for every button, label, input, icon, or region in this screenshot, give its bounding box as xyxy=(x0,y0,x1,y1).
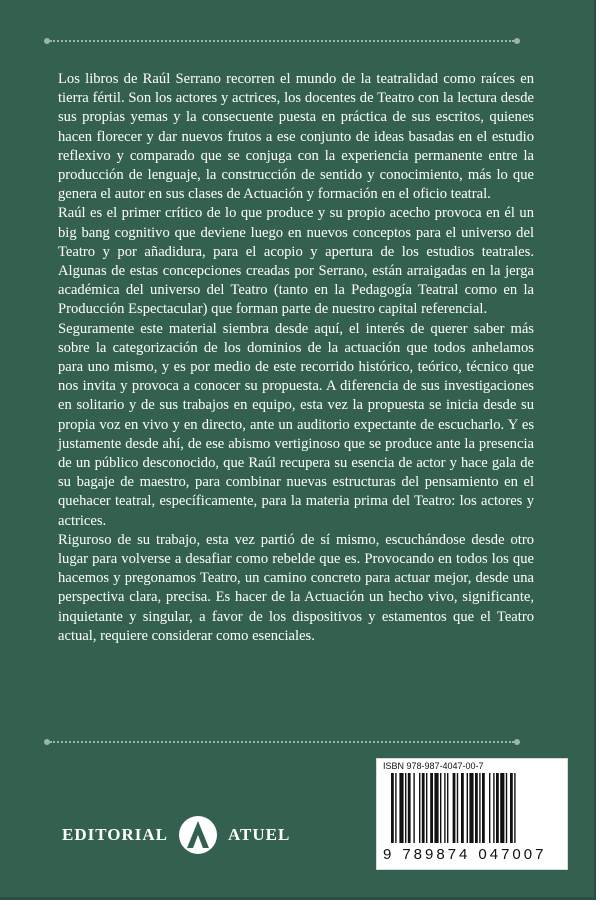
blurb-paragraph-1: Los libros de Raúl Serrano recorren el mundo de la teatralidad como raíces en tierra fértil. Son los actores y actrices, los docentes de Teatro con la lectura desde sus propias yemas y la consecuente puesta en práctica de sus escritos, quienes hacen florecer y dar nuevos frutos a ese conjunto de ideas basadas en el estudio reflexivo y comparado que se conjuga con la experiencia permanente entre la producción de lenguaje, la construcción de sentido y conocimiento, más lo que genera el autor en sus clases de Actuación y formación en el oficio teatral. xyxy=(58,71,534,203)
barcode-digit-group-1: 789874 xyxy=(402,846,471,863)
top-dotted-rule xyxy=(50,40,514,42)
blurb-paragraph-2: Raúl es el primer crítico de lo que produce y su propio acecho provoca en él un big bang cognitivo que deviene luego en nuevos conceptos para el universo del Teatro y por añadidura, para el acopio y apertura de los estudios teatrales. Algunas de estas concepciones creadas por Serrano, están arraigadas en la jerga académica del universo del Teatro (tanto en la Pedagogía Teatral como en la Producción Espectacular) que forman parte de nuestro capital referencial. xyxy=(58,205,534,318)
isbn-label: ISBN 978-987-4047-00-7 xyxy=(383,761,484,771)
barcode-digits xyxy=(377,846,567,863)
blurb-paragraph-4: Riguroso de su trabajo, esta vez partió de sí mismo, escuchándose desde otro lugar para volverse a desafiar como rebelde que es. Provocando en todos los que hacemos y pregonamos Teatro, un camino concreto para actuar mejor, desde una perspectiva clara, precisa. Es hacer de la Actuación un hecho vivo, significante, inquietante y singular, a favor de los dispositivos y estamentos que el Teatro actual, requiere considerar como esenciales. xyxy=(58,531,534,644)
bottom-dotted-rule xyxy=(50,741,514,743)
publisher-logo xyxy=(62,815,290,855)
blurb-paragraph-3: Seguramente este material siembra desde aquí, el interés de querer saber más sobre la categorización de los dominios de la actuación que todos anhelamos para uno mismo, y es por medio de este recorrido histórico, teórico, técnico que nos invita y provoca a conocer su propuesta. A diferencia de sus investigaciones en solitario y de sus trabajos en equipo, esta vez la propuesta se inicia desde su propia voz en vivo y en directo, ante un auditorio expectante de escucharlo. Y es justamente desde ahí, de ese abismo vertiginoso que se produce ante la presencia de un público desconocido, que Raúl recupera su esencia de actor y hace gala de su bagaje de maestro, para combinar nuevas estructuras del pensamiento en el quehacer teatral, específicamente, para la materia prima del Teatro: los actores y actrices. xyxy=(58,320,534,529)
atuel-a-logo-icon xyxy=(178,815,218,855)
barcode-bars xyxy=(391,773,555,843)
publisher-word-right: ATUEL xyxy=(228,825,291,844)
barcode-digit-lead: 9 xyxy=(383,846,395,863)
barcode-panel xyxy=(376,758,568,870)
publisher-word-left: EDITORIAL xyxy=(62,825,168,844)
barcode-digit-group-2: 047007 xyxy=(478,846,547,863)
blurb-text xyxy=(58,70,534,646)
